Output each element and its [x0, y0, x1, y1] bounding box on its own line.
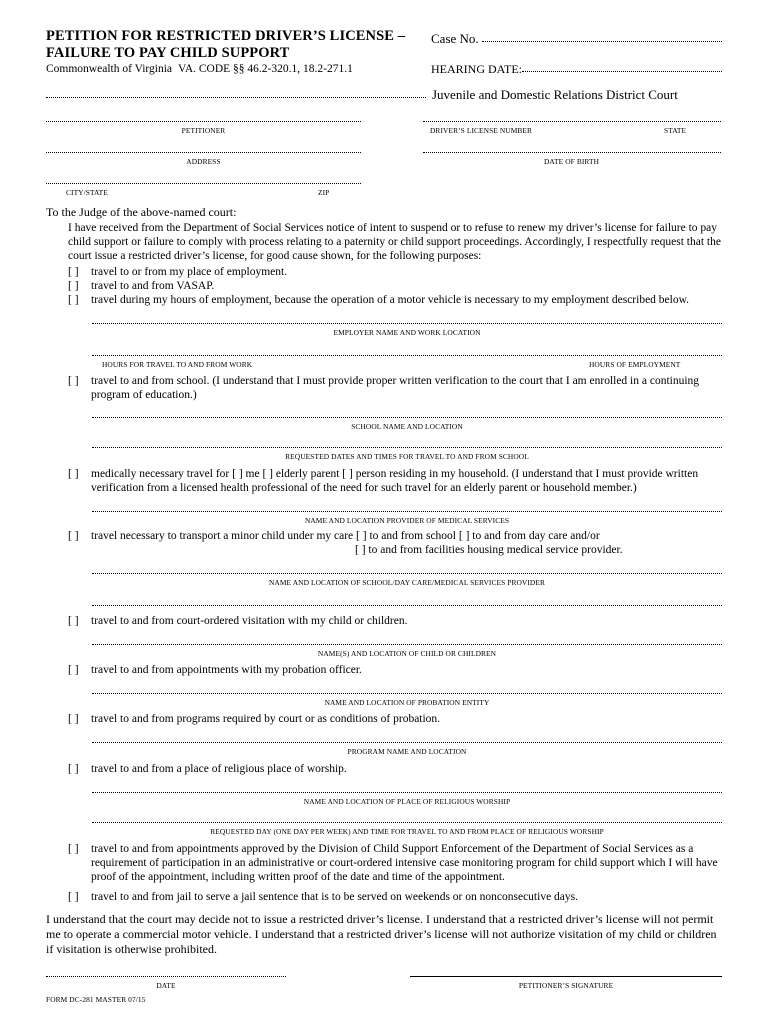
option-programs: travel to and from programs required by court or as conditions of probation. [91, 713, 441, 725]
worship-caption: NAME AND LOCATION OF PLACE OF RELIGIOUS WORSHIP [303, 797, 511, 806]
medical-provider-field[interactable] [92, 511, 722, 512]
hours-employment-caption: HOURS OF EMPLOYMENT [589, 360, 681, 369]
school-times-field[interactable] [92, 447, 722, 448]
checkbox-visitation[interactable]: [ ] [68, 615, 79, 627]
intro-line-3: court issue a restricted driver’s license, for good cause shown, for the following purposes: [68, 250, 482, 262]
city-state-caption: CITY/STATE [66, 188, 108, 197]
address-field[interactable] [46, 152, 361, 153]
option-dcse-line-2: requirement of participation in an administrative or court-ordered intensive case monitoring program for child support which I will have [91, 857, 718, 869]
worship-day-field[interactable] [92, 822, 722, 823]
daycare-field[interactable] [92, 573, 722, 574]
license-number-caption: DRIVER’S LICENSE NUMBER [430, 126, 533, 135]
closing-line-2: me to operate a commercial motor vehicle. I understand that a restricted driver’s license will not authorize visitation of my child or children [46, 927, 717, 941]
intro-line-1: I have received from the Department of Social Services notice of intent to suspend or to refuse to renew my driver’s license for failure to pay [68, 222, 717, 234]
option-employment: travel to or from my place of employment. [91, 266, 288, 278]
checkbox-minor-child[interactable]: [ ] [68, 530, 79, 542]
checkbox-worship[interactable]: [ ] [68, 763, 79, 775]
medical-provider-caption: NAME AND LOCATION PROVIDER OF MEDICAL SERVICES [304, 516, 510, 525]
intro-line-2: child support or failure to comply with process relating to a paternity or child support proceedings. Accordingly, I respectfully request that the [68, 236, 721, 248]
visitation-field[interactable] [92, 644, 722, 645]
date-field[interactable] [46, 976, 286, 977]
checkbox-dcse[interactable]: [ ] [68, 843, 79, 855]
dob-caption: DATE OF BIRTH [544, 157, 600, 166]
program-caption: PROGRAM NAME AND LOCATION [347, 747, 467, 756]
court-location-field[interactable] [46, 97, 426, 98]
checkbox-work-hours[interactable]: [ ] [68, 294, 79, 306]
program-field[interactable] [92, 742, 722, 743]
school-times-caption: REQUESTED DATES AND TIMES FOR TRAVEL TO AND FROM SCHOOL [285, 452, 529, 461]
commonwealth-label: Commonwealth of Virginia [46, 63, 173, 75]
checkbox-vasap[interactable]: [ ] [68, 280, 79, 292]
case-no-field[interactable] [482, 41, 722, 42]
form-title-line2: FAILURE TO PAY CHILD SUPPORT [46, 45, 290, 61]
option-probation: travel to and from appointments with my probation officer. [91, 664, 362, 676]
option-school-line-1: travel to and from school. (I understand that I must provide proper written verification to the court that I am enrolled in a continuing [91, 375, 700, 387]
petitioner-caption: PETITIONER [181, 126, 226, 135]
option-vasap: travel to and from VASAP. [91, 280, 215, 292]
city-state-zip-field[interactable] [46, 183, 361, 184]
checkbox-probation[interactable]: [ ] [68, 664, 79, 676]
employer-field[interactable] [92, 323, 722, 324]
school-name-field[interactable] [92, 417, 722, 418]
salutation: To the Judge of the above-named court: [46, 205, 237, 219]
court-name: Juvenile and Domestic Relations District Court [432, 87, 678, 102]
option-visitation: travel to and from court-ordered visitation with my child or children. [91, 615, 408, 627]
daycare-caption: NAME AND LOCATION OF SCHOOL/DAY CARE/MEDICAL SERVICES PROVIDER [269, 578, 545, 587]
checkbox-medical[interactable]: [ ] [68, 468, 79, 480]
option-school-line-2: program of education.) [91, 389, 197, 401]
option-minor-child-line-1: travel necessary to transport a minor child under my care [ ] to and from school [ ] to and from day care and/or [91, 530, 600, 542]
school-name-caption: SCHOOL NAME AND LOCATION [351, 422, 463, 431]
option-dcse-line-1: travel to and from appointments approved by the Division of Child Support Enforcement of the Department of Social Services as a [91, 843, 694, 855]
form-title-line1: PETITION FOR RESTRICTED DRIVER’S LICENSE – [46, 28, 406, 44]
probation-caption: NAME AND LOCATION OF PROBATION ENTITY [324, 698, 490, 707]
case-no-label: Case No. [431, 31, 479, 46]
hours-travel-caption: HOURS FOR TRAVEL TO AND FROM WORK [102, 360, 253, 369]
employer-caption: EMPLOYER NAME AND WORK LOCATION [333, 328, 481, 337]
option-dcse-line-3: proof of the appointment, including written proof of the date and time of the appointment. [91, 871, 505, 883]
daycare-extra-field[interactable] [92, 605, 722, 606]
visitation-caption: NAME(S) AND LOCATION OF CHILD OR CHILDREN [317, 649, 497, 658]
hearing-date-label: HEARING DATE: [431, 62, 522, 76]
option-work-hours: travel during my hours of employment, because the operation of a motor vehicle is necessary to my employment described below. [91, 294, 690, 306]
zip-caption: ZIP [318, 188, 330, 197]
option-medical-line-1: medically necessary travel for [ ] me [ ] elderly parent [ ] person residing in my household. (I understand that I must provide written [91, 468, 699, 480]
va-code-citation: VA. CODE §§ 46.2-320.1, 18.2-271.1 [178, 63, 353, 75]
form-id: FORM DC-281 MASTER 07/15 [46, 995, 146, 1004]
hearing-date-field[interactable] [522, 71, 722, 72]
checkbox-employment[interactable]: [ ] [68, 266, 79, 278]
address-caption: ADDRESS [186, 157, 221, 166]
signature-field[interactable] [410, 976, 722, 977]
closing-line-1: I understand that the court may decide not to issue a restricted driver’s license. I understand that a restricted driver’s license will not permit [46, 912, 714, 926]
dob-field[interactable] [423, 152, 721, 153]
option-minor-child-line-2: [ ] to and from facilities housing medical service provider. [355, 544, 623, 556]
option-worship: travel to and from a place of religious place of worship. [91, 763, 347, 775]
signature-caption: PETITIONER’S SIGNATURE [518, 981, 614, 990]
option-jail: travel to and from jail to serve a jail sentence that is to be served on weekends or on nonconsecutive days. [91, 891, 578, 903]
checkbox-school[interactable]: [ ] [68, 375, 79, 387]
state-caption: STATE [664, 126, 687, 135]
probation-field[interactable] [92, 693, 722, 694]
checkbox-programs[interactable]: [ ] [68, 713, 79, 725]
checkbox-jail[interactable]: [ ] [68, 891, 79, 903]
closing-line-3: if visitation is otherwise prohibited. [46, 942, 217, 956]
option-medical-line-2: verification from a licensed health professional of the need for such travel for an elderly parent or household member.) [91, 482, 637, 494]
work-hours-field[interactable] [92, 355, 722, 356]
date-caption: DATE [156, 981, 176, 990]
worship-field[interactable] [92, 792, 722, 793]
worship-day-caption: REQUESTED DAY (ONE DAY PER WEEK) AND TIME FOR TRAVEL TO AND FROM PLACE OF RELIGIOUS WORSHIP [210, 827, 604, 836]
license-number-field[interactable] [423, 121, 721, 122]
petitioner-field[interactable] [46, 121, 361, 122]
